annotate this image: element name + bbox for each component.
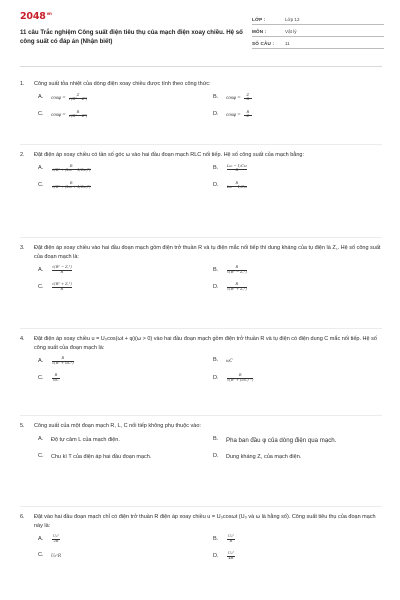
denominator: √(R² + Z꜀²) — [227, 286, 247, 291]
option-label: A. — [38, 357, 44, 364]
question-number: 6. — [20, 514, 25, 520]
numerator: R — [76, 109, 80, 114]
fraction — [227, 535, 235, 544]
question-5 — [20, 422, 382, 468]
fraction — [227, 283, 247, 292]
option-label: C. — [38, 111, 44, 118]
question-divider — [20, 506, 382, 507]
option-label: A. — [38, 266, 44, 273]
answer-options — [38, 535, 382, 567]
option-label: B. — [213, 165, 219, 172]
meta-row-subject: MÔN : Vật lý — [252, 26, 384, 37]
denominator: Z — [246, 114, 250, 119]
option-c[interactable] — [38, 111, 88, 120]
option-text: Độ tự cảm L của mạch điện. — [51, 436, 120, 443]
question-number: 4. — [20, 336, 25, 342]
question-body: Công suất của một đoạn mạch R, L, C nối tiếp không phụ thuộc vào: — [34, 423, 201, 429]
option-d[interactable] — [213, 111, 253, 120]
numerator: √(R² + Z꜀²) — [52, 282, 72, 287]
numerator: Lω − 1/Cω — [227, 163, 247, 168]
option-c[interactable] — [38, 182, 92, 191]
question-text — [20, 513, 382, 530]
numerator: Z — [76, 92, 80, 97]
option-label: A. — [38, 435, 44, 442]
numerator: U₀² — [228, 534, 234, 539]
denominator: √(R² + (ωC)⁻²) — [227, 377, 254, 382]
denominator: R — [60, 269, 64, 274]
fraction — [52, 283, 72, 292]
answer-options — [38, 436, 382, 468]
option-label: D. — [213, 374, 219, 381]
option-label: B. — [213, 94, 219, 101]
question-6 — [20, 513, 382, 567]
numerator: R — [235, 282, 239, 287]
question-divider — [20, 328, 382, 329]
question-number: 2. — [20, 152, 25, 158]
denominator: Lω − 1/Cω — [227, 185, 247, 190]
question-2 — [20, 151, 382, 197]
denominator: R — [246, 97, 250, 102]
question-body: Đặt điện áp xoay chiều u = U₀cos(ωt + φ)(ω > 0) vào hai đầu đoạn mạch gồm điện trở thuần R và tụ điện có điện dung C mắc nối tiếp. Hệ số công suất của đoạn mạch là: — [34, 336, 377, 351]
question-text — [20, 244, 382, 261]
answer-options — [38, 266, 382, 298]
numerator: R — [235, 265, 239, 270]
question-text — [20, 335, 382, 352]
option-b[interactable] — [213, 165, 248, 174]
option-label: C. — [38, 283, 44, 290]
option-a[interactable] — [38, 266, 73, 275]
option-c[interactable] — [38, 374, 61, 383]
option-c[interactable] — [38, 552, 63, 560]
option-label: D. — [213, 552, 219, 559]
fraction — [52, 535, 60, 544]
option-label: D. — [213, 283, 219, 290]
option-text: cosφ = — [226, 112, 241, 118]
option-a[interactable] — [38, 94, 88, 103]
question-body: Đặt điện áp xoay chiều vào hai đầu đoạn mạch gồm điện trở thuần R và tụ điện mắc nối tiếp thì dung kháng của tụ điện là Z꜀. Hệ số công suất của đoạn mạch là: — [34, 245, 381, 260]
option-label: D. — [213, 111, 219, 118]
numerator: Z — [246, 92, 250, 97]
question-3 — [20, 244, 382, 298]
numerator: R — [246, 109, 250, 114]
denominator: √(R² + (Lω − 1/Cω)²) — [52, 168, 91, 173]
option-label: C. — [38, 182, 44, 189]
denominator: R — [229, 538, 233, 543]
answer-options — [38, 165, 382, 197]
option-label: C. — [38, 552, 44, 559]
answer-options — [38, 94, 382, 126]
question-text — [20, 422, 382, 431]
numerator: U₀² — [228, 551, 234, 556]
option-label: A. — [38, 94, 44, 101]
option-b[interactable] — [213, 266, 248, 275]
option-text: Pha ban đầu φ của dòng điện qua mạch. — [226, 436, 337, 444]
fraction — [244, 111, 252, 120]
option-c[interactable] — [38, 453, 151, 461]
numerator: U₀² — [53, 534, 59, 539]
numerator: √(R² − Z꜀²) — [52, 265, 72, 270]
option-label: B. — [213, 357, 219, 364]
question-body: Đặt điện áp xoay chiều có tần số góc ω vào hai đầu đoạn mạch RLC nối tiếp. Hệ số công suất của mạch bằng: — [34, 152, 304, 158]
question-text — [20, 80, 382, 89]
question-4 — [20, 335, 382, 389]
option-a[interactable] — [38, 357, 75, 366]
option-label: C. — [38, 374, 44, 381]
fraction — [227, 182, 247, 191]
option-text: U₀²R — [51, 552, 62, 558]
fraction — [52, 266, 72, 275]
option-text: cosφ = — [51, 112, 66, 118]
question-divider — [20, 237, 382, 238]
numerator: R — [54, 373, 58, 378]
denominator: ωC — [53, 377, 59, 382]
option-label: B. — [213, 436, 219, 443]
option-label: A. — [38, 535, 44, 542]
meta-row-class: LỚP : Lớp 12 — [252, 14, 384, 25]
question-text — [20, 151, 382, 160]
option-d[interactable] — [213, 374, 254, 383]
fraction — [244, 94, 252, 103]
meta-panel — [252, 14, 384, 50]
option-a[interactable] — [38, 535, 61, 544]
option-b[interactable] — [213, 535, 236, 544]
option-label: D. — [213, 182, 219, 189]
denominator: R — [235, 168, 239, 173]
denominator: 4R — [228, 555, 234, 560]
header-divider — [20, 66, 382, 67]
option-text: cosφ = — [226, 95, 241, 101]
fraction — [227, 374, 253, 383]
option-a[interactable] — [38, 436, 120, 444]
question-number: 1. — [20, 81, 25, 87]
question-body: Đặt vào hai đầu đoạn mạch chỉ có điện trở thuần R điện áp xoay chiều u = U₀cosωt (U₀ và ω là hằng số). Công suất tiêu thụ của đoạn mạch này là: — [34, 514, 376, 529]
fraction — [69, 111, 87, 120]
fraction — [52, 182, 91, 191]
denominator: √(R² + (Lω + 1/Cω)²) — [52, 185, 91, 190]
option-text: Dung kháng Z꜀ của mạch điện. — [226, 453, 302, 460]
fraction — [52, 357, 74, 366]
option-label: A. — [38, 165, 44, 172]
page-title: 11 câu Trắc nghiệm Công suất điện tiêu thụ của mạch điện xoay chiều. Hệ số công suất có đáp án (Nhận biết) — [20, 28, 243, 45]
option-d[interactable] — [213, 552, 236, 561]
option-b[interactable] — [213, 94, 253, 103]
numerator: R — [69, 180, 73, 185]
question-divider — [20, 415, 382, 416]
option-label: D. — [213, 452, 219, 459]
option-label: B. — [213, 535, 219, 542]
question-number: 3. — [20, 245, 25, 251]
question-body: Công suất tỏa nhiệt của dòng điện xoay chiều được tính theo công thức: — [34, 81, 211, 87]
denominator: √(R² − Z꜀²) — [227, 269, 247, 274]
denominator: √(R² − Z²) — [68, 97, 88, 102]
fraction — [227, 165, 247, 174]
option-d[interactable] — [213, 182, 248, 191]
site-logo[interactable]: $2048^{vn}$ — [20, 11, 52, 23]
option-text: ωC — [226, 357, 233, 363]
page-header — [0, 0, 400, 62]
option-label: C. — [38, 452, 44, 459]
option-c[interactable] — [38, 283, 73, 292]
denominator: √(R² + ωC²) — [52, 360, 74, 365]
question-number: 5. — [20, 423, 25, 429]
option-text: cosφ = — [51, 95, 66, 101]
numerator: R — [69, 163, 73, 168]
question-divider — [20, 144, 382, 145]
option-label: B. — [213, 266, 219, 273]
option-a[interactable] — [38, 165, 92, 174]
option-text: Chu kì T của điện áp hai đầu đoạn mạch. — [51, 453, 152, 460]
answer-options — [38, 357, 382, 389]
meta-row-count: SỐ CÂU : 11 — [252, 38, 384, 49]
fraction — [227, 266, 247, 275]
option-d[interactable] — [213, 283, 248, 292]
fraction — [227, 552, 235, 561]
option-d[interactable] — [213, 453, 301, 461]
denominator: √(R² − Z²) — [68, 114, 88, 119]
numerator: R — [61, 356, 65, 361]
fraction — [52, 374, 60, 383]
fraction — [69, 94, 87, 103]
denominator: 2R — [53, 538, 59, 543]
numerator: R — [238, 373, 242, 378]
question-1 — [20, 80, 382, 126]
denominator: R — [60, 286, 64, 291]
option-b[interactable] — [213, 357, 235, 365]
numerator: R — [235, 180, 239, 185]
option-b[interactable] — [213, 436, 336, 445]
fraction — [52, 165, 91, 174]
